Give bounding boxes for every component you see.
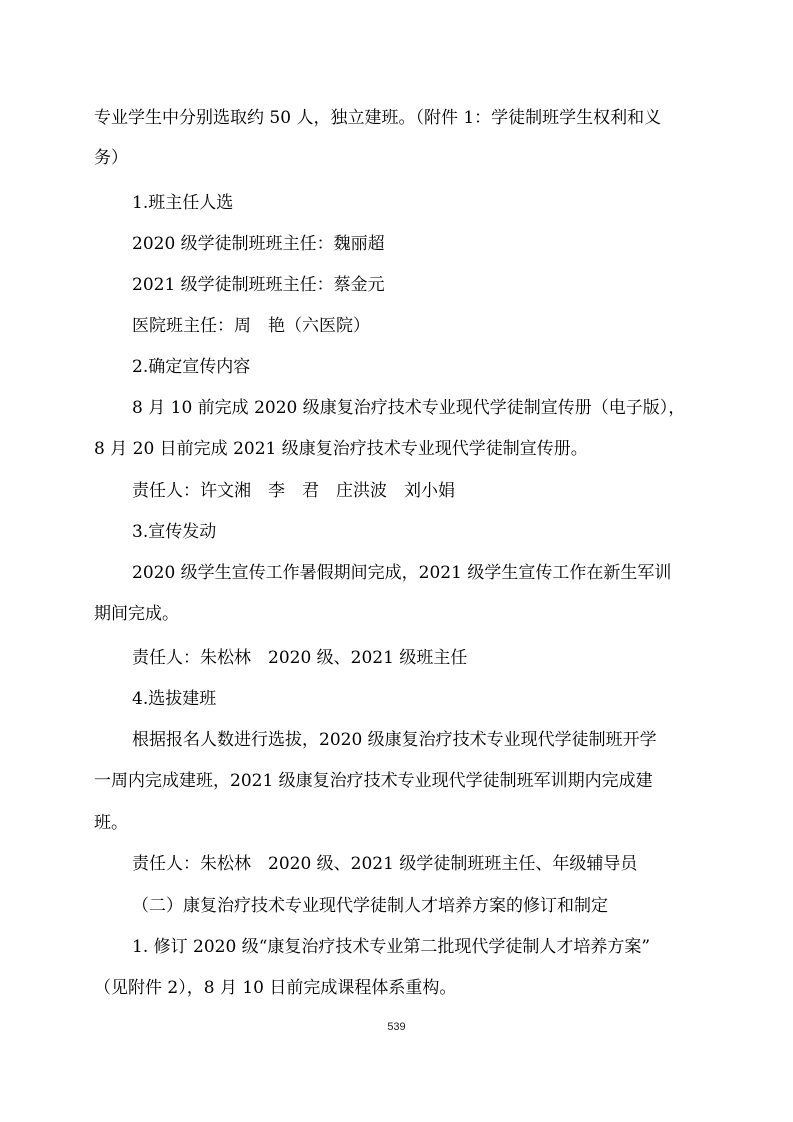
text-line-22: （见附件 2），8 月 10 日前完成课程体系重构。 [94,978,457,998]
text-line-5: 2021 级学徒制班班主任：蔡金元 [132,275,385,295]
text-line-1: 专业学生中分别选取约 50 人，独立建班。（附件 1：学徒制班学生权利和义 [94,108,662,128]
text-line-8: 8 月 10 前完成 2020 级康复治疗技术专业现代学徒制宣传册（电子版）， [132,398,686,418]
text-line-13: 期间完成。 [94,604,179,624]
page-number: 539 [387,1021,406,1033]
section-heading-training-plan: （二）康复治疗技术专业现代学徒制人才培养方案的修订和制定 [132,896,608,916]
section-heading-selection: 4.选拔建班 [132,689,217,709]
text-line-6: 医院班主任：周 艳（六医院） [132,316,370,336]
text-line-18: 班。 [94,813,128,833]
text-line-12: 2020 级学生宣传工作暑假期间完成，2021 级学生宣传工作在新生军训 [132,563,672,583]
text-line-17: 一周内完成建班，2021 级康复治疗技术专业现代学徒制班军训期内完成建 [94,771,653,791]
text-line-21: 1. 修订 2020 级“康复治疗技术专业第二批现代学徒制人才培养方案” [132,937,651,957]
text-line-9: 8 月 20 日前完成 2021 级康复治疗技术专业现代学徒制宣传册。 [94,439,588,459]
text-line-14: 责任人：朱松林 2020 级、2021 级班主任 [132,648,468,668]
text-line-16: 根据报名人数进行选拔，2020 级康复治疗技术专业现代学徒制班开学 [132,730,657,750]
text-line-19: 责任人：朱松林 2020 级、2021 级学徒制班班主任、年级辅导员 [132,854,638,874]
text-line-2: 务） [94,148,128,168]
section-heading-publicity-launch: 3.宣传发动 [132,522,217,542]
section-heading-class-teacher: 1.班主任人选 [132,193,234,213]
text-line-4: 2020 级学徒制班班主任：魏丽超 [132,234,385,254]
text-line-10: 责任人：许文湘 李 君 庄洪波 刘小娟 [132,481,455,501]
section-heading-publicity-content: 2.确定宣传内容 [132,357,251,377]
